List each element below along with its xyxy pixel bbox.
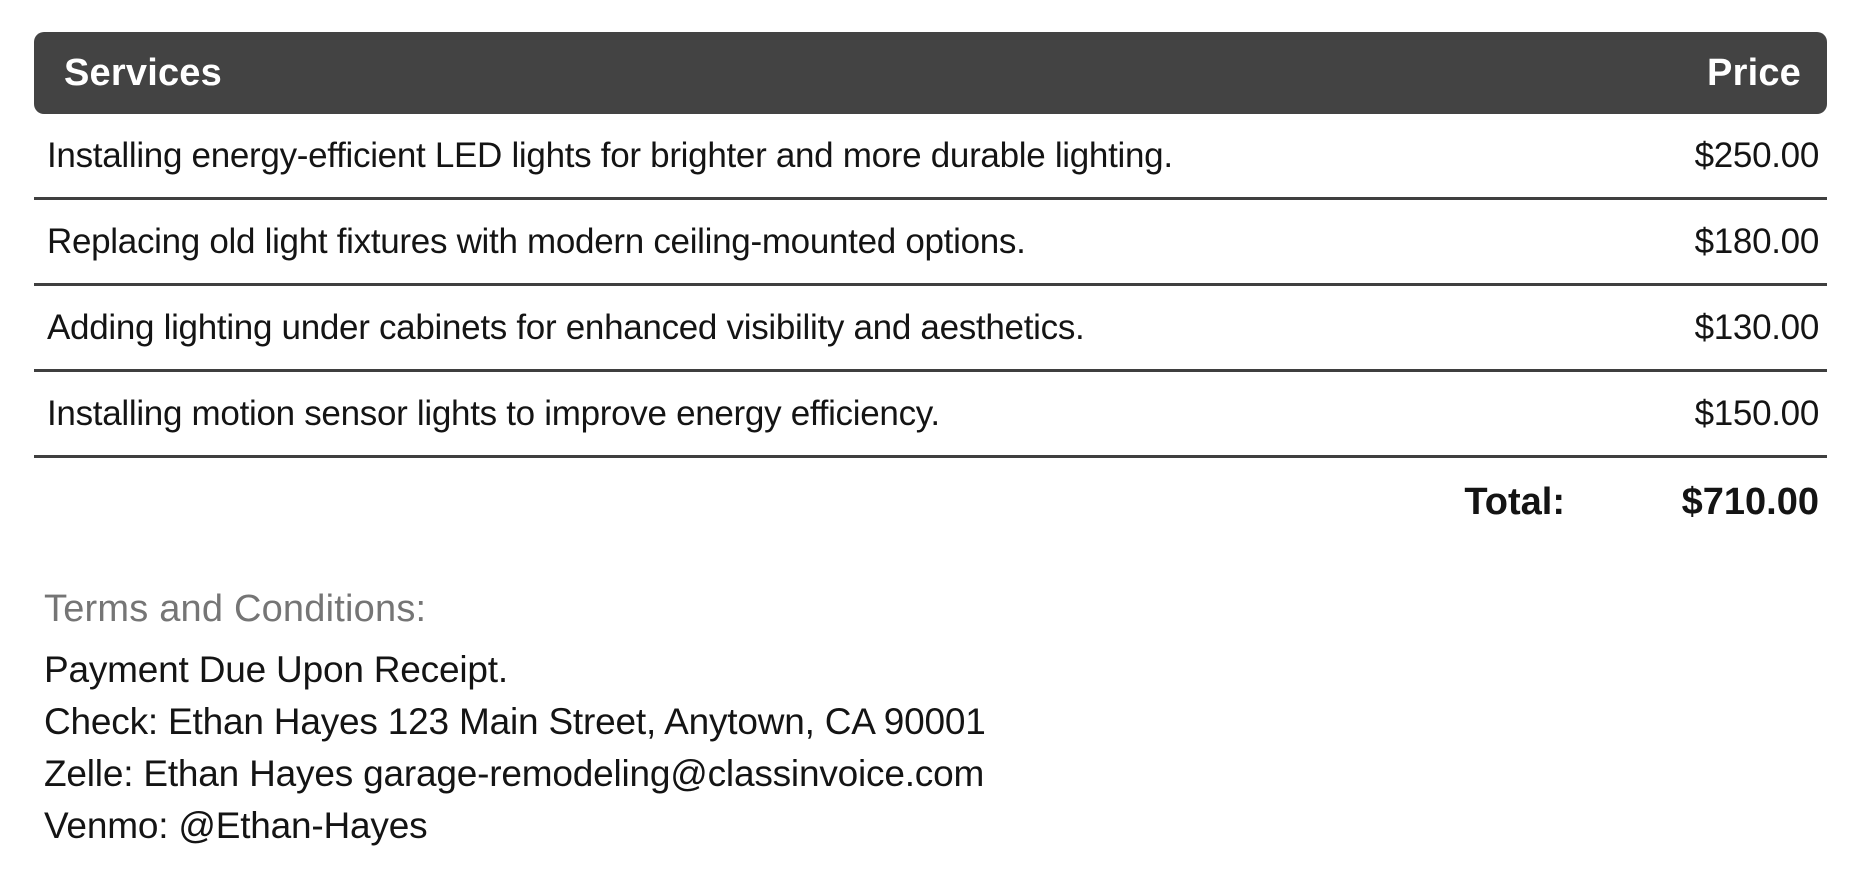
price-column-header: Price	[1707, 51, 1801, 94]
terms-section	[44, 586, 1828, 852]
service-description: Adding lighting under cabinets for enhanced visibility and aesthetics.	[47, 307, 1085, 347]
service-description: Installing energy-efficient LED lights for brighter and more durable lighting.	[47, 135, 1173, 175]
terms-lines	[44, 644, 1828, 852]
service-price: $250.00	[1694, 135, 1819, 175]
total-value: $710.00	[1681, 480, 1819, 523]
services-column-header: Services	[64, 51, 222, 94]
service-price: $130.00	[1694, 307, 1819, 347]
service-price: $150.00	[1694, 393, 1819, 433]
table-header-row	[34, 32, 1827, 114]
services-table	[34, 32, 1827, 546]
terms-heading: Terms and Conditions:	[44, 588, 427, 630]
terms-line: Zelle: Ethan Hayes garage-remodeling@classinvoice.com	[44, 753, 985, 794]
table-body	[34, 114, 1827, 458]
total-row	[34, 458, 1827, 546]
service-description: Installing motion sensor lights to improve energy efficiency.	[47, 393, 940, 433]
table-row	[34, 114, 1827, 200]
table-row	[34, 372, 1827, 458]
total-label: Total:	[1464, 480, 1565, 523]
service-price: $180.00	[1694, 221, 1819, 261]
terms-line: Venmo: @Ethan-Hayes	[44, 805, 428, 846]
terms-line: Check: Ethan Hayes 123 Main Street, Anytown, CA 90001	[44, 701, 986, 742]
table-row	[34, 200, 1827, 286]
terms-line: Payment Due Upon Receipt.	[44, 649, 508, 690]
invoice-document	[0, 32, 1868, 870]
table-row	[34, 286, 1827, 372]
service-description: Replacing old light fixtures with modern ceiling-mounted options.	[47, 221, 1026, 261]
